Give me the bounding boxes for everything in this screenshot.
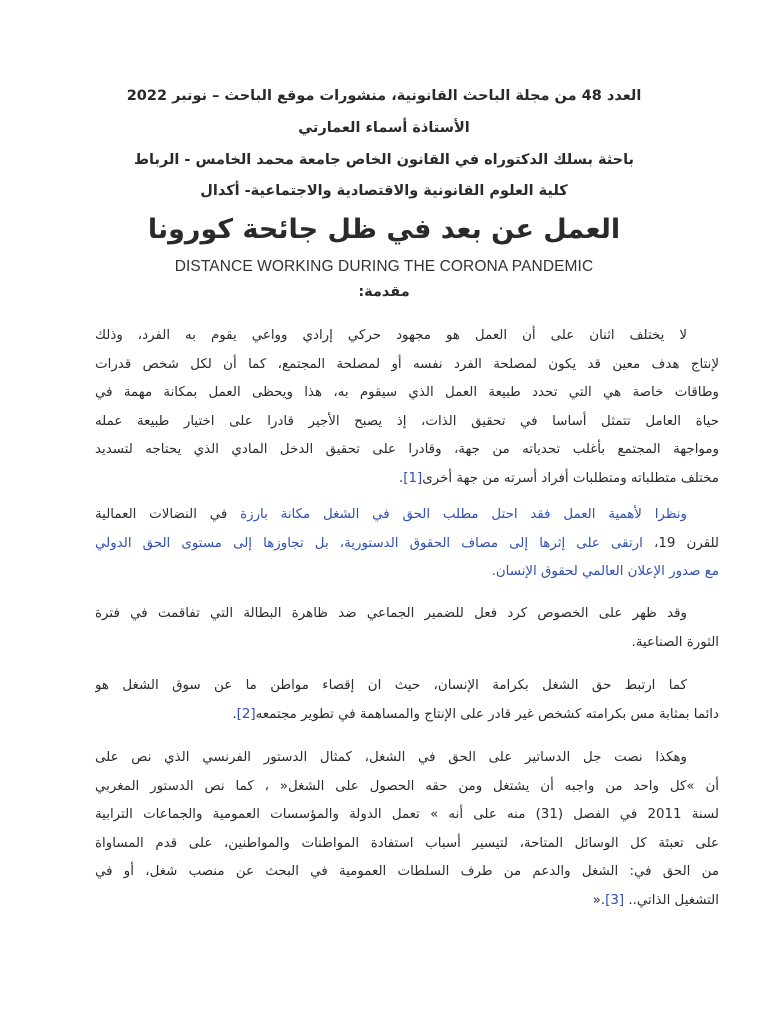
paragraph-text: مختلف متطلباته ومتطلبات أفراد أسرته من جهة أخرى xyxy=(422,470,719,486)
paragraph-line: لسنة 2011 في الفصل (31) منه على أنه » تعمل الدولة والمؤسسات العمومية والجماعات الترابية xyxy=(95,807,719,823)
paragraph-line: حياة العامل تتمثل أساسا في تحقيق الذات، إذ يصبح الأجير قادرا على اختيار طبيعة عمله xyxy=(95,413,719,429)
paragraph-text: التشغيل الذاتي.. xyxy=(624,892,719,908)
article-title-english: DISTANCE WORKING DURING THE CORONA PANDEMIC xyxy=(174,258,594,275)
journal-issue-line: العدد 48 من مجلة الباحث القانونية، منشورات موقع الباحث – نونبر 2022 xyxy=(126,88,642,104)
paragraph-1 xyxy=(95,322,719,494)
paragraph-line xyxy=(95,887,719,916)
paragraph-end-mark: . xyxy=(232,706,237,722)
paragraph-3 xyxy=(95,600,719,657)
author-name: الأستاذة أسماء العمارتي xyxy=(298,120,470,136)
paragraph-line: لإنتاج هدف معين قد يكون لمصلحة الفرد نفسه أو لمصلحة المجتمع، كما أن لكل شخص قدرات xyxy=(95,356,719,372)
paragraph-text: في النضالات العمالية xyxy=(95,507,241,522)
introduction-heading: مقدمة: xyxy=(358,284,410,300)
paragraph-line: ومواجهة المجتمع بأغلب تحدياته من جهة، وقادرا على تحقيق الدخل المادي الذي يحتاجه لتسديد xyxy=(95,442,719,458)
footnote-link-1[interactable]: [1] xyxy=(403,470,423,486)
paragraph-line: وهكذا نصت جل الدساتير على الحق في الشغل، كمثال الدستور الفرنسي الذي نص على xyxy=(95,750,687,765)
footnote-link-3[interactable]: [3] xyxy=(605,892,625,908)
paragraph-end-mark: .« xyxy=(592,892,606,908)
paragraph-4 xyxy=(95,672,719,729)
highlighted-text: ونظرا لأهمية العمل فقد احتل مطلب الحق في الشغل مكانة بارزة xyxy=(240,507,688,522)
paragraph-line xyxy=(95,465,719,494)
paragraph-line: وقد ظهر على الخصوص كرد فعل للضمير الجماعي ضد ظاهرة البطالة التي تفاقمت في فترة xyxy=(95,606,687,621)
paragraph-line xyxy=(95,530,719,559)
paragraph-line: على تعبئة كل الوسائل المتاحة، لتيسير أسباب استفادة المواطنات والمواطنين، على قدم المساواة xyxy=(95,835,719,851)
paragraph-text: للقرن 19، xyxy=(642,535,719,551)
paragraph-line: كما ارتبط حق الشغل بكرامة الإنسان، حيث ان إقصاء مواطن ما عن سوق الشغل هو xyxy=(95,678,687,693)
paragraph-line xyxy=(95,701,719,730)
paragraph-5 xyxy=(95,744,719,916)
paragraph-end-mark: . xyxy=(399,470,404,486)
article-title-arabic: العمل عن بعد في ظل جائحة كورونا xyxy=(147,214,621,245)
paragraph-line: لا يختلف اثنان على أن العمل هو مجهود حركي إرادي وواعي يقوم به الفرد، وذلك xyxy=(95,328,687,343)
paragraph-line: من الحق في: الشغل والدعم من طرف السلطات العمومية في البحث عن منصب شغل، أو في xyxy=(95,864,719,880)
paragraph-line: أن »كل واحد من واجبه أن يشتغل ومن حقه الحصول على الشغل« ، كما نص الدستور المغربي xyxy=(95,778,719,794)
footnote-link-2[interactable]: [2] xyxy=(236,706,256,722)
author-faculty: كلية العلوم القانونية والاقتصادية والاجتماعية- أكدال xyxy=(200,183,568,199)
paragraph-line: الثورة الصناعية. xyxy=(631,634,719,650)
highlighted-text: مع صدور الإعلان العالمي لحقوق الإنسان. xyxy=(491,564,719,580)
paragraph-line xyxy=(95,501,719,530)
highlighted-text: ارتقى على إثرها إلى مصاف الحقوق الدستورية، بل تجاوزها إلى مستوى الحق الدولي xyxy=(95,535,643,551)
paragraph-text: دائما بمثابة مس بكرامته كشخص غير قادر على الإنتاج والمساهمة في تطوير مجتمعه xyxy=(255,706,719,722)
paragraph-line: وطاقات خاصة هي التي تحدد طبيعة العمل الذي سيقوم به، هذا ويحظى العمل بمكانة مهمة في xyxy=(95,385,719,401)
paragraph-2 xyxy=(95,501,719,587)
author-affiliation: باحثة بسلك الدكتوراه في القانون الخاص جامعة محمد الخامس - الرباط xyxy=(133,152,634,168)
